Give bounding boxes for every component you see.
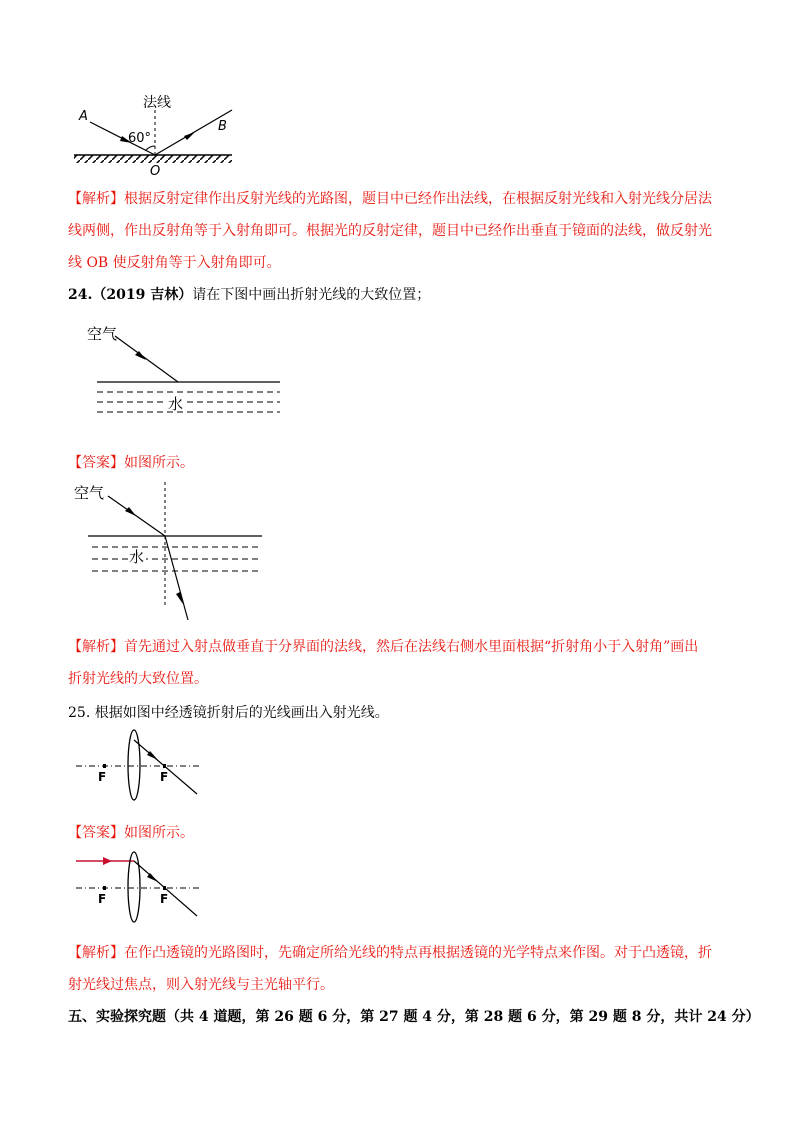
focus-right-label: F (160, 770, 169, 784)
air-label-answer: 空气 (74, 484, 105, 502)
question-24-number: 24.（2019 吉林） (68, 287, 193, 303)
water-label: 水 (168, 395, 184, 413)
point-b-label: B (218, 119, 227, 134)
analysis-25-line-2: 射光线过焦点，则入射光线与主光轴平行。 (68, 977, 334, 993)
normal-label: 法线 (143, 95, 171, 111)
analysis-23-line-2: 线两侧，作出反射角等于入射角即可。根据光的反射定律，题目中已经作出垂直于镜面的法线，做反射光 (68, 223, 712, 239)
point-a-label: A (79, 109, 88, 124)
water-label-answer: 水 (129, 548, 145, 566)
section-5-heading: 五、实验探究题（共 4 道题，第 26 题 6 分，第 27 题 4 分，第 28 题 6 分，第 29 题 8 分，共计 24 分） (68, 1009, 760, 1025)
analysis-23-line-3: 线 OB 使反射角等于入射角即可。 (68, 255, 281, 271)
focus-left-label-answer: F (98, 892, 107, 906)
focus-left-label: F (98, 770, 107, 784)
focus-right-label-answer: F (160, 892, 169, 906)
angle-label: 60° (128, 131, 152, 146)
point-o-label: O (150, 164, 161, 179)
analysis-25-line-1: 【解析】在作凸透镜的光路图时，先确定所给光线的特点再根据透镜的光学特点来作图。对于凸透镜，折 (68, 945, 712, 961)
analysis-23-line-1: 【解析】根据反射定律作出反射光线的光路图，题目中已经作出法线，在根据反射光线和入射光线分居法 (68, 191, 712, 207)
air-label: 空气 (87, 325, 118, 343)
analysis-24-line-1: 【解析】首先通过入射点做垂直于分界面的法线，然后在法线右侧水里面根据“折射角小于入射角”画出 (68, 639, 699, 655)
answer-24: 【答案】如图所示。 (68, 455, 194, 471)
answer-25: 【答案】如图所示。 (68, 825, 194, 841)
question-24-text: 请在下图中画出折射光线的大致位置； (192, 287, 431, 303)
question-25: 25. 根据如图中经透镜折射后的光线画出入射光线。 (68, 705, 389, 721)
analysis-24-line-2: 折射光线的大致位置。 (68, 671, 208, 687)
